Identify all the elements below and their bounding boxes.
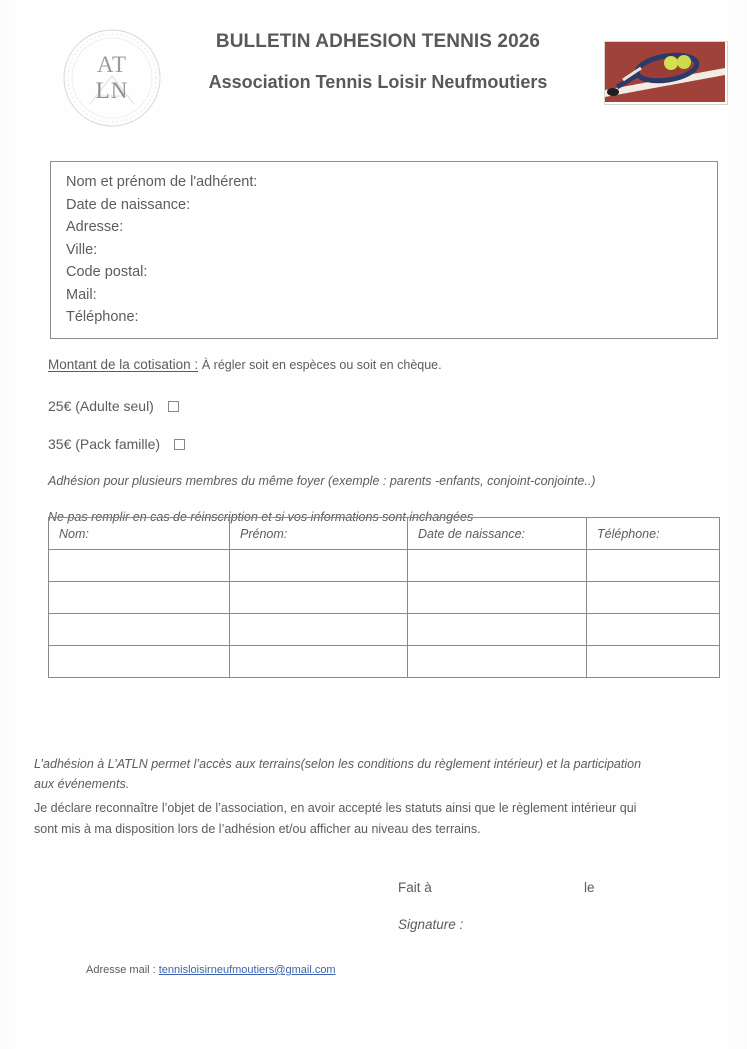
association-name: Association Tennis Loisir Neufmoutiers: [208, 71, 548, 92]
scan-edge-left: [0, 0, 26, 1049]
option-pack-famille-label: 35€ (Pack famille): [48, 436, 161, 452]
option-adulte-seul-label: 25€ (Adulte seul): [48, 398, 154, 414]
footer-email-link[interactable]: tennisloisirneufmoutiers@gmail.com: [158, 964, 336, 976]
field-ville: Ville:: [66, 241, 98, 258]
legal-access-paragraph: L’adhésion à L’ATLN permet l’accès aux terrains(selon les conditions du règlement intérieur) et la participation aux événements.: [34, 757, 642, 791]
cell-nom[interactable]: [49, 646, 230, 678]
footer-mail-label: Adresse mail :: [86, 964, 159, 976]
cell-telephone[interactable]: [587, 614, 720, 646]
cell-date-naissance[interactable]: [408, 550, 587, 582]
cell-nom[interactable]: [49, 582, 230, 614]
family-membership-note: Adhésion pour plusieurs membres du même foyer (exemple : parents -enfants, conjoint-conjointe..): [48, 474, 596, 488]
additional-members-table: [48, 517, 720, 678]
field-nom-prenom: Nom et prénom de l'adhérent:: [66, 174, 258, 190]
signature-section: [398, 880, 698, 932]
legal-section: [34, 754, 654, 840]
table-row[interactable]: [49, 550, 720, 582]
tennis-photo: [604, 41, 728, 105]
field-telephone: Téléphone:: [66, 309, 139, 325]
title-block: [168, 32, 588, 93]
document-title: BULLETIN ADHESION TENNIS 2026: [215, 31, 541, 52]
cotisation-section: [48, 357, 720, 524]
cell-prenom[interactable]: [230, 550, 408, 582]
cell-date-naissance[interactable]: [408, 646, 587, 678]
field-code-postal: Code postal:: [66, 264, 148, 280]
cotisation-payment-note: À régler soit en espèces ou soit en chèque.: [201, 358, 442, 372]
option-adulte-seul[interactable]: [48, 398, 720, 414]
cell-prenom[interactable]: [230, 582, 408, 614]
column-header-date-naissance: Date de naissance:: [408, 518, 587, 550]
table-row[interactable]: [49, 582, 720, 614]
cell-nom[interactable]: [49, 614, 230, 646]
signature-label: Signature :: [398, 917, 464, 932]
member-info-box: [50, 161, 718, 339]
option-pack-famille[interactable]: [48, 436, 720, 452]
fait-a-label: Fait à: [398, 880, 432, 895]
table-row[interactable]: [49, 646, 720, 678]
cotisation-heading: [48, 357, 720, 372]
cell-prenom[interactable]: [230, 614, 408, 646]
cell-telephone[interactable]: [587, 582, 720, 614]
reinscription-note: Ne pas remplir en cas de réinscription et si vos informations sont inchangées: [48, 510, 474, 524]
column-header-prenom: Prénom:: [230, 518, 408, 550]
fait-a-le-row: [398, 880, 698, 895]
svg-text:LN: LN: [95, 78, 129, 103]
field-date-naissance: Date de naissance:: [66, 196, 191, 213]
column-header-telephone: Téléphone:: [587, 518, 720, 550]
footer-contact: [86, 964, 336, 976]
cell-prenom[interactable]: [230, 646, 408, 678]
checkbox-icon-adulte-seul[interactable]: [168, 401, 179, 412]
table-header-row: [49, 518, 720, 550]
legal-declaration-paragraph: Je déclare reconnaître l’objet de l’association, en avoir accepté les statuts ainsi que le règlement intérieur qui sont mis à ma disposition lors de l’adhésion et/ou afficher au niveau des terrains.: [34, 801, 637, 836]
field-mail: Mail:: [66, 286, 97, 303]
field-adresse: Adresse:: [66, 219, 124, 235]
checkbox-icon-pack-famille[interactable]: [174, 439, 185, 450]
atln-logo-seal: [60, 26, 164, 130]
cell-telephone[interactable]: [587, 646, 720, 678]
svg-text:AT: AT: [96, 52, 128, 77]
scan-edge-right: [721, 0, 747, 1049]
table-row[interactable]: [49, 614, 720, 646]
cell-nom[interactable]: [49, 550, 230, 582]
cell-date-naissance[interactable]: [408, 582, 587, 614]
cell-telephone[interactable]: [587, 550, 720, 582]
document-header: [0, 0, 747, 140]
cotisation-label: Montant de la cotisation :: [48, 357, 199, 372]
date-label: le: [584, 880, 595, 895]
column-header-nom: Nom:: [49, 518, 230, 550]
cell-date-naissance[interactable]: [408, 614, 587, 646]
